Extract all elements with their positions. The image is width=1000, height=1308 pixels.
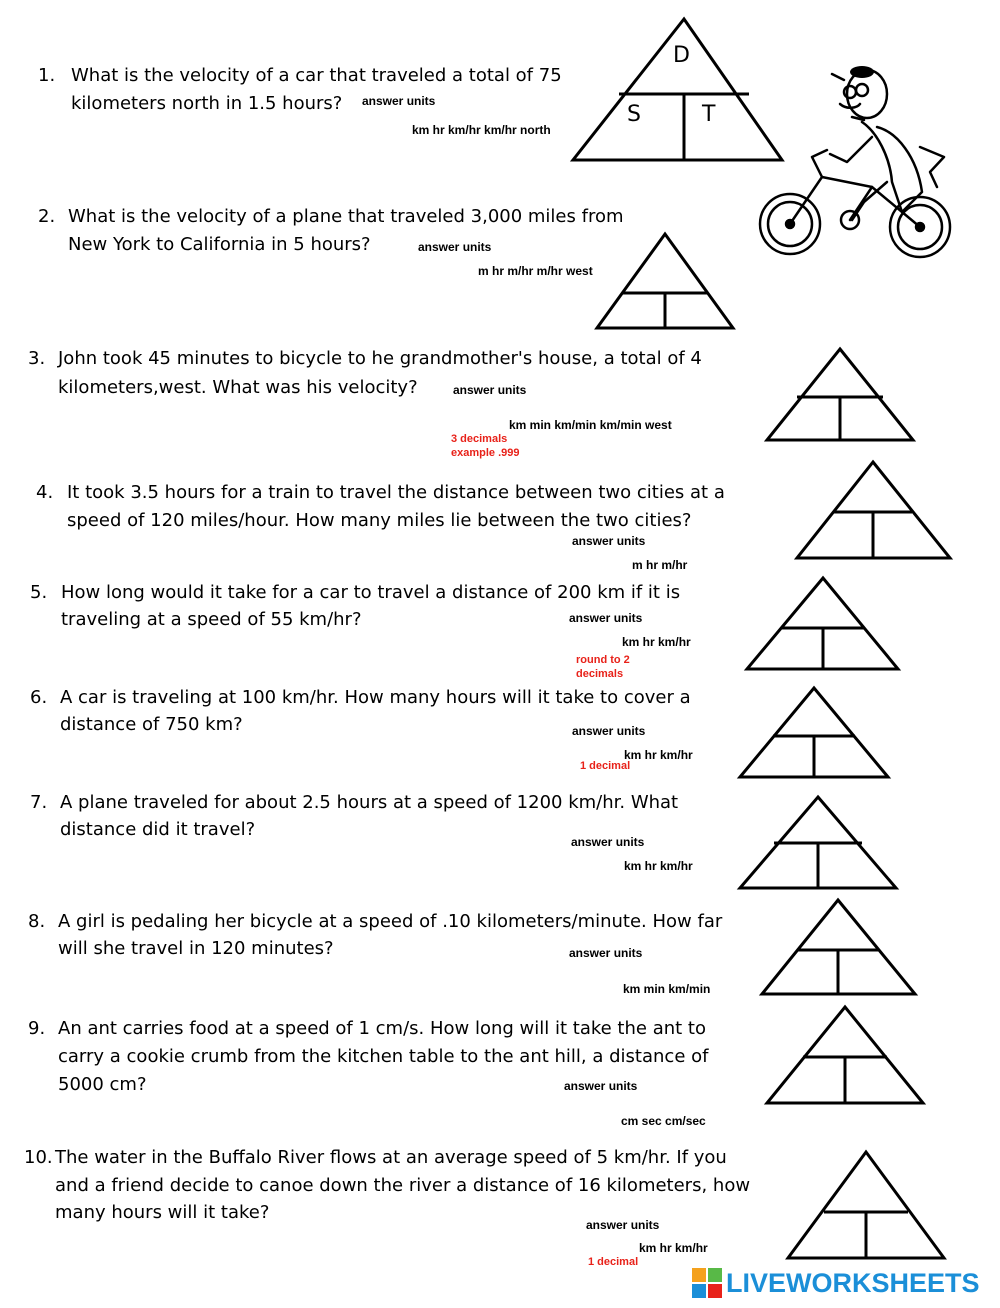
answer-units-label[interactable]: answer units (586, 1218, 660, 1232)
question-line: What is the velocity of a plane that traveled 3,000 miles from (68, 206, 624, 227)
question-line: A plane traveled for about 2.5 hours at a speed of 1200 km/hr. What (60, 792, 679, 813)
answer-units-label[interactable]: answer units (569, 946, 643, 960)
question-line: New York to California in 5 hours? (68, 234, 371, 255)
question-line: many hours will it take? (55, 1202, 270, 1223)
answer-units-label[interactable]: answer units (571, 835, 645, 849)
question-line: carry a cookie crumb from the kitchen table to the ant hill, a distance of (58, 1046, 709, 1067)
question-line: What is the velocity of a car that traveled a total of 75 (71, 65, 562, 86)
decimal-note: 1 decimal (580, 760, 631, 772)
question-line: John took 45 minutes to bicycle to he grandmother's house, a total of 4 (58, 348, 702, 369)
question-line: An ant carries food at a speed of 1 cm/s. How long will it take the ant to (58, 1018, 706, 1039)
dst-triangle (738, 686, 890, 779)
answer-units-label[interactable]: answer units (572, 724, 646, 738)
decimal-note: round to 2 decimals (576, 654, 630, 680)
triangle-label-t: T (702, 102, 716, 127)
decimal-note: 3 decimals example .999 (451, 433, 520, 459)
answer-units-label[interactable]: answer units (564, 1079, 638, 1093)
question-number: 2. (38, 206, 56, 227)
question-line: A car is traveling at 100 km/hr. How many hours will it take to cover a (60, 687, 691, 708)
liveworksheets-logo-icon (690, 1266, 726, 1302)
question-line: traveling at a speed of 55 km/hr? (61, 609, 362, 630)
question-line: distance of 750 km? (60, 714, 243, 735)
dst-triangle (738, 795, 898, 890)
question-number: 3. (28, 348, 46, 369)
question-number: 9. (28, 1018, 46, 1039)
dst-triangle (745, 576, 900, 671)
units-options[interactable]: km hr km/hr (624, 748, 693, 762)
question-number: 6. (30, 687, 48, 708)
question-line: The water in the Buffalo River flows at an average speed of 5 km/hr. If you (55, 1147, 727, 1168)
question-number: 8. (28, 911, 46, 932)
units-options[interactable]: km hr km/hr (622, 635, 691, 649)
dst-triangle (765, 1005, 925, 1105)
triangle-label-d: D (673, 43, 690, 68)
answer-units-label[interactable]: answer units (418, 240, 492, 254)
units-options[interactable]: m hr m/hr (632, 558, 688, 572)
question-line: distance did it travel? (60, 819, 256, 840)
question-line: How long would it take for a car to travel a distance of 200 km if it is (61, 582, 681, 603)
question-number: 7. (30, 792, 48, 813)
question-line: will she travel in 120 minutes? (58, 938, 334, 959)
question-line: kilometers,west. What was his velocity? (58, 377, 418, 398)
units-options[interactable]: km hr km/hr km/hr north (412, 123, 551, 137)
answer-units-label[interactable]: answer units (362, 94, 436, 108)
dst-triangle (786, 1150, 946, 1260)
question-number: 1. (38, 65, 56, 86)
units-options[interactable]: km min km/min km/min west (509, 418, 672, 432)
question-number: 5. (30, 582, 48, 603)
bicycle-rider-illustration (752, 62, 967, 267)
answer-units-label[interactable]: answer units (572, 534, 646, 548)
decimal-note: 1 decimal (588, 1256, 639, 1268)
question-line: kilometers north in 1.5 hours? (71, 93, 343, 114)
question-number: 10. (24, 1147, 53, 1168)
triangle-label-s: S (627, 102, 641, 127)
units-options[interactable]: km min km/min (623, 982, 711, 996)
answer-units-label[interactable]: answer units (453, 383, 527, 397)
units-options[interactable]: km hr km/hr (639, 1241, 708, 1255)
units-options[interactable]: cm sec cm/sec (621, 1114, 706, 1128)
question-line: 5000 cm? (58, 1074, 147, 1095)
dst-triangle (795, 460, 952, 560)
dst-triangle (765, 347, 915, 442)
units-options[interactable]: km hr km/hr (624, 859, 693, 873)
question-line: and a friend decide to canoe down the river a distance of 16 kilometers, how (55, 1175, 751, 1196)
question-line: A girl is pedaling her bicycle at a speed of .10 kilometers/minute. How far (58, 911, 723, 932)
brand-name[interactable]: LIVEWORKSHEETS (726, 1268, 980, 1298)
units-options[interactable]: m hr m/hr m/hr west (478, 264, 593, 278)
question-number: 4. (36, 482, 54, 503)
question-line: speed of 120 miles/hour. How many miles lie between the two cities? (67, 510, 692, 531)
question-line: It took 3.5 hours for a train to travel the distance between two cities at a (67, 482, 725, 503)
answer-units-label[interactable]: answer units (569, 611, 643, 625)
dst-triangle (595, 232, 735, 330)
dst-triangle (760, 898, 917, 996)
